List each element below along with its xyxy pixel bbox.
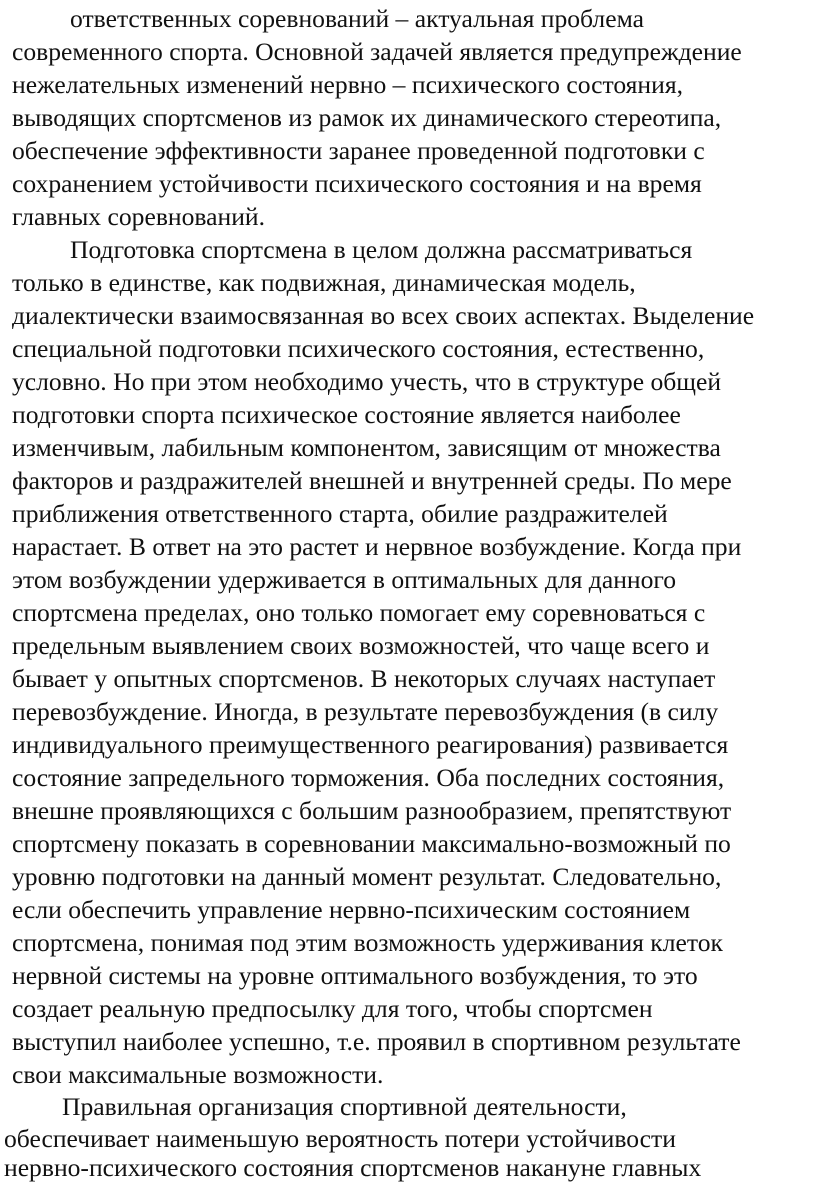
text-line: если обеспечить управление нервно-психическим состоянием [12,895,691,924]
text-line: Подготовка спортсмена в целом должна рассматриваться [70,235,693,264]
text-line: современного спорта. Основной задачей является предупреждение [12,37,742,66]
text-line: спортсмена, понимая под этим возможность удерживания клеток [12,928,723,957]
text-line: этом возбуждении удерживается в оптимальных для данного [12,565,677,594]
text-line: факторов и раздражителей внешней и внутренней среды. По мере [12,466,732,495]
text-line: состояние запредельного торможения. Оба последних состояния, [12,763,725,792]
text-line: выводящих спортсменов из рамок их динамического стереотипа, [12,103,722,132]
text-line: изменчивым, лабильным компонентом, зависящим от множества [12,433,721,462]
text-line: диалектически взаимосвязанная во всех своих аспектах. Выделение [12,301,755,330]
text-line: перевозбуждение. Иногда, в результате перевозбуждения (в силу [12,697,719,726]
text-line: нарастает. В ответ на это растет и нервное возбуждение. Когда при [12,532,742,561]
text-line: ответственных соревнований – актуальная проблема [70,4,644,33]
text-line: нервной системы на уровне оптимального возбуждения, то это [12,961,698,990]
text-line: только в единстве, как подвижная, динамическая модель, [12,268,636,297]
text-line: подготовки спорта психическое состояние является наиболее [12,400,681,429]
text-line: спортсмену показать в соревновании максимально-возможный по [12,829,731,858]
text-line: нервно-психического состояния спортсменов накануне главных [4,1153,702,1182]
text-line: индивидуального преимущественного реагирования) развивается [12,730,729,759]
text-line: уровню подготовки на данный момент результат. Следовательно, [12,862,722,891]
text-line: свои максимальные возможности. [12,1060,384,1089]
text-line: нежелательных изменений нервно – психического состояния, [12,70,683,99]
text-line: приближения ответственного старта, обилие раздражителей [12,499,668,528]
text-line: внешне проявляющихся с большим разнообразием, препятствуют [12,796,732,825]
text-line: создает реальную предпосылку для того, чтобы спортсмен [12,994,653,1023]
text-line: спортсмена пределах, оно только помогает ему соревноваться с [12,598,706,627]
text-line: обеспечение эффективности заранее проведенной подготовки с [12,136,705,165]
text-line: главных соревнований. [12,202,265,231]
text-line: Правильная организация спортивной деятельности, [62,1092,627,1121]
text-line: условно. Но при этом необходимо учесть, что в структуре общей [12,367,722,396]
text-line: бывает у опытных спортсменов. В некоторых случаях наступает [12,664,716,693]
text-line: предельным выявлением своих возможностей, что чаще всего и [12,631,710,660]
text-line: специальной подготовки психического состояния, естественно, [12,334,705,363]
text-line: сохранением устойчивости психического состояния и на время [12,169,702,198]
text-line: выступил наиболее успешно, т.е. проявил в спортивном результате [12,1027,741,1056]
text-line: обеспечивает наименьшую вероятность потери устойчивости [4,1124,676,1153]
